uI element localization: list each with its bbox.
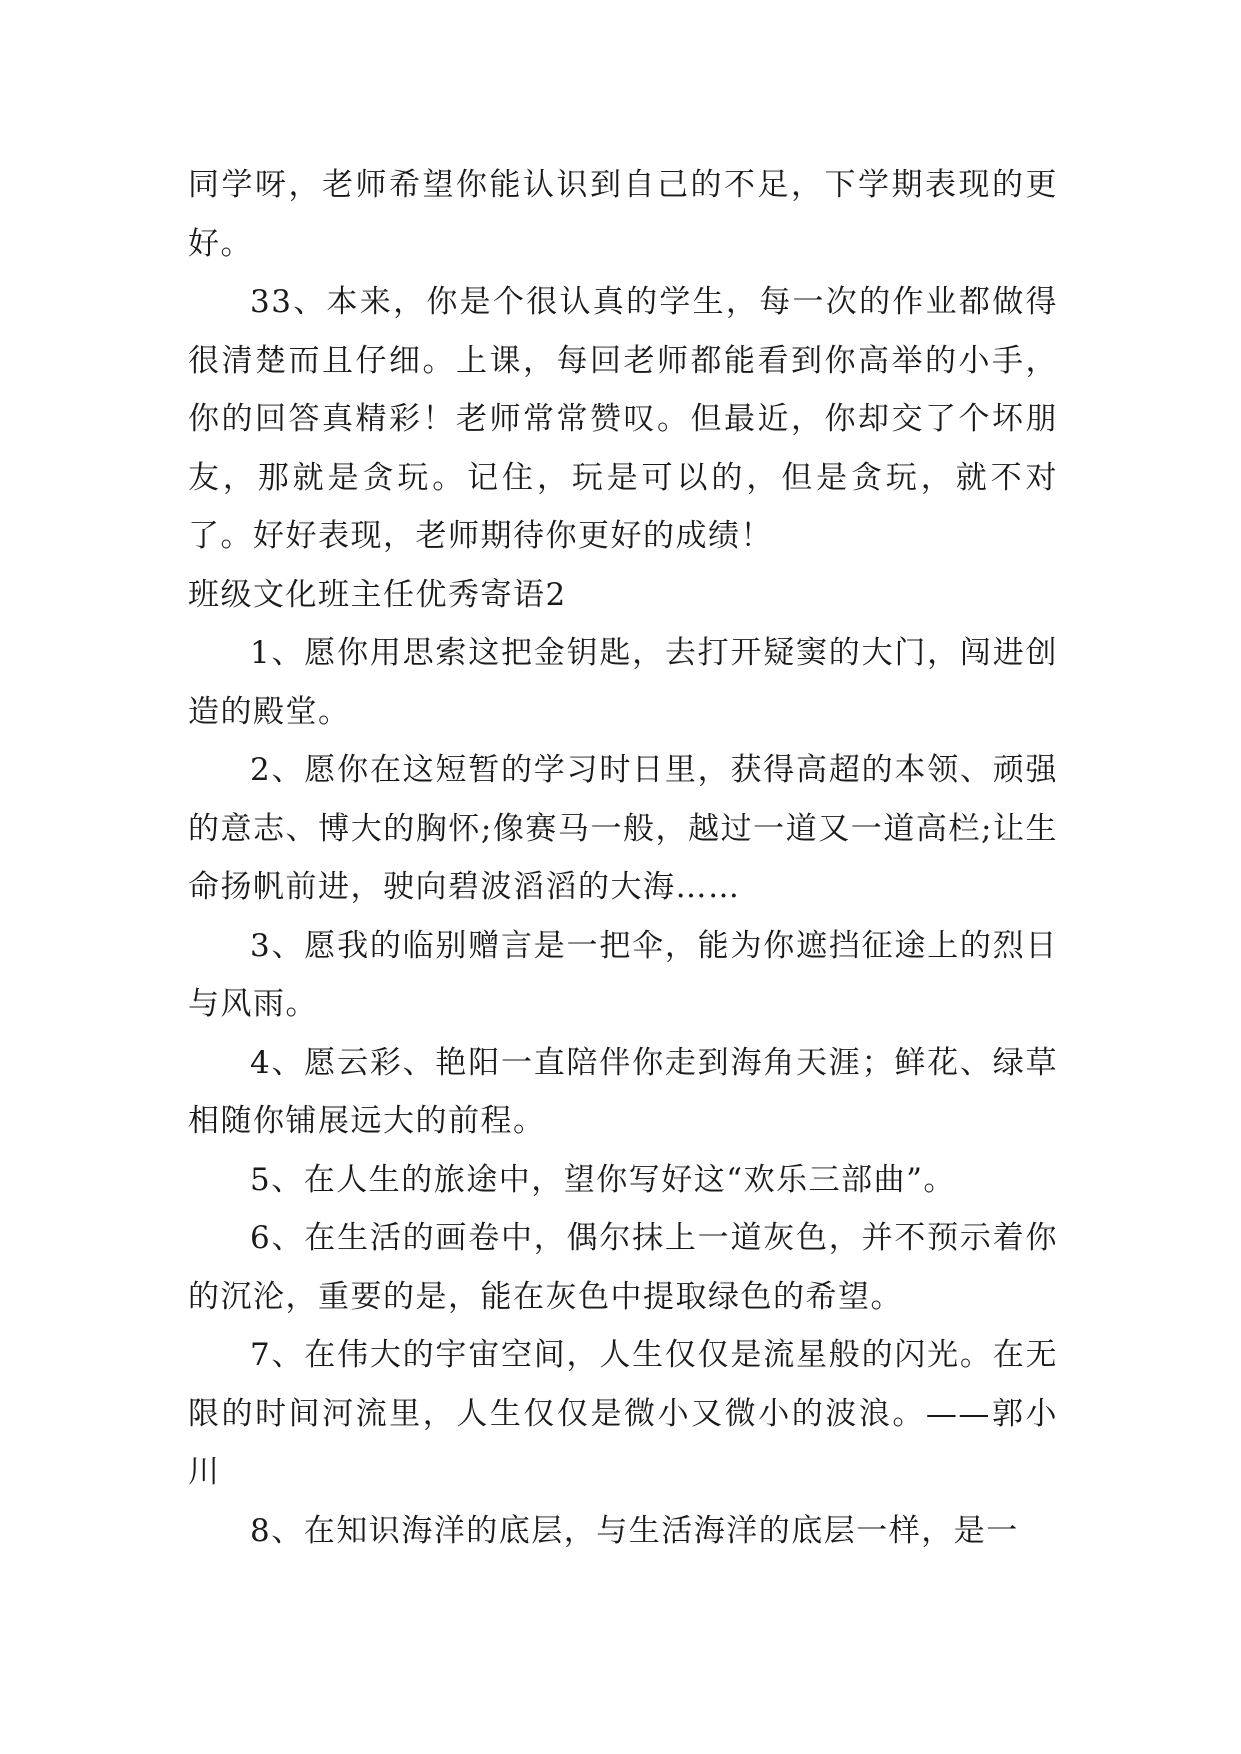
list-item: 4、愿云彩、艳阳一直陪伴你走到海角天涯；鲜花、绿草相随你铺展远大的前程。 xyxy=(188,1044,1058,1139)
list-item: 5、在人生的旅途中，望你写好这“欢乐三部曲”。 xyxy=(250,1161,956,1198)
paragraph-item-33: 33、本来，你是个很认真的学生，每一次的作业都做得很清楚而且仔细。上课，每回老师都能看到你高举的小手，你的回答真精彩！老师常常赞叹。但最近，你却交了个坏朋友，那就是贪玩。记住，玩是可以的，但是贪玩，就不对了。好好表现，老师期待你更好的成绩！ xyxy=(188,284,1058,554)
document-body xyxy=(188,156,1058,1560)
section-title: 班级文化班主任优秀寄语2 xyxy=(188,576,567,613)
paragraph-continued: 同学呀，老师希望你能认识到自己的不足，下学期表现的更好。 xyxy=(188,167,1058,262)
list-item: 8、在知识海洋的底层，与生活海洋的底层一样，是一 xyxy=(250,1512,1019,1549)
list-item: 7、在伟大的宇宙空间，人生仅仅是流星般的闪光。在无限的时间河流里，人生仅仅是微小又微小的波浪。——郭小川 xyxy=(188,1337,1058,1490)
list-item: 2、愿你在这短暂的学习时日里，获得高超的本领、顽强的意志、博大的胸怀;像赛马一般，越过一道又一道高栏;让生命扬帆前进，驶向碧波滔滔的大海…… xyxy=(188,752,1058,905)
list-item: 1、愿你用思索这把金钥匙，去打开疑窦的大门，闯进创造的殿堂。 xyxy=(188,635,1058,730)
list-item: 6、在生活的画卷中，偶尔抹上一道灰色，并不预示着你的沉沦，重要的是，能在灰色中提取绿色的希望。 xyxy=(188,1220,1058,1315)
list-item: 3、愿我的临别赠言是一把伞，能为你遮挡征途上的烈日与风雨。 xyxy=(188,927,1058,1022)
